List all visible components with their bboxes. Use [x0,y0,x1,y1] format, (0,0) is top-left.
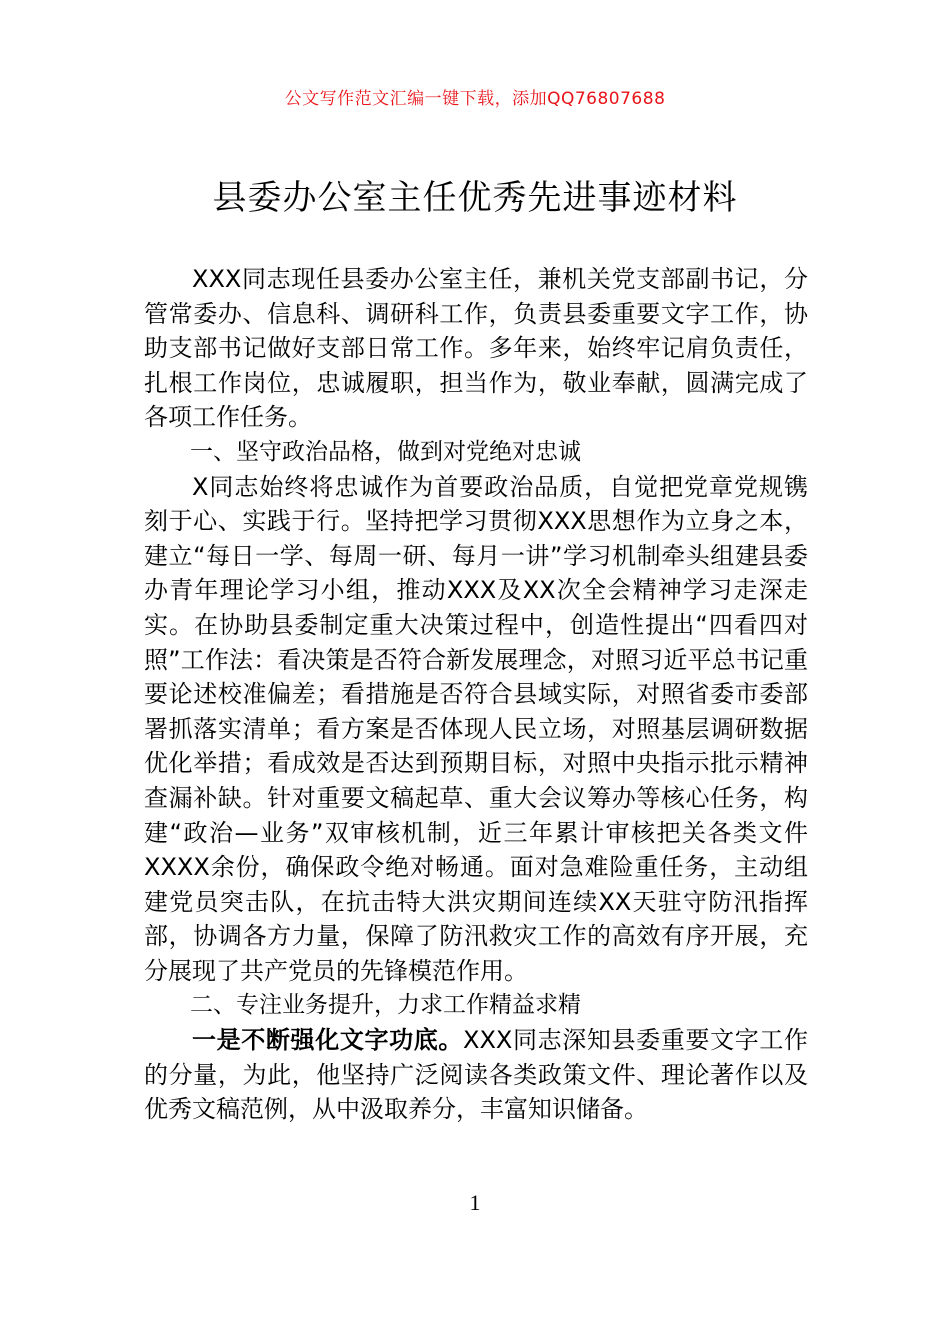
paragraph-intro: XXX同志现任县委办公室主任，兼机关党支部副书记，分管常委办、信息科、调研科工作，负责县委重要文字工作，协助支部书记做好支部日常工作。多年来，始终牢记肩负责任，扎根工作岗位，忠诚履职，担当作为，敬业奉献，圆满完成了各项工作任务。 [144,265,808,432]
header-note: 公文写作范文汇编一键下载，添加QQ76807688 [284,89,666,109]
page-number: 1 [469,1190,481,1215]
section-heading-2: 二、专注业务提升，力求工作精益求精 [190,992,581,1019]
paragraph-writing [144,1023,808,1127]
paragraph-writing-text: XXX同志深知县委重要文字工作的分量，为此，他坚持广泛阅读各类政策文件、理论著作以及优秀文稿范例，从中汲取养分，丰富知识储备。 [144,1026,809,1124]
section-heading-1: 一、坚守政治品格，做到对党绝对忠诚 [190,438,581,465]
paragraph-loyalty: X同志始终将忠诚作为首要政治品质，自觉把党章党规镌刻于心、实践于行。坚持把学习贯彻XXX思想作为立身之本，建立“每日一学、每周一研、每月一讲”学习机制牵头组建县委办青年理论学习小组，推动XXX及XX次全会精神学习走深走实。在协助县委制定重大决策过程中，创造性提出“四看四对照”工作法：看决策是否符合新发展理念，对照习近平总书记重要论述校准偏差；看措施是否符合县域实际，对照省委市委部署抓落实清单；看方案是否体现人民立场，对照基层调研数据优化举措；看成效是否达到预期目标，对照中央指示批示精神查漏补缺。针对重要文稿起草、重大会议筹办等核心任务，构建“政治—业务”双审核机制，近三年累计审核把关各类文件XXXX余份，确保政令绝对畅通。面对急难险重任务，主动组建党员突击队，在抗击特大洪灾期间连续XX天驻守防汛指挥部，协调各方力量，保障了防汛救灾工作的高效有序开展，充分展现了共产党员的先锋模范作用。 [144,472,808,985]
document-title: 县委办公室主任优秀先进事迹材料 [212,178,738,218]
paragraph-writing-lead: 一是不断强化文字功底。 [192,1026,464,1055]
document-body [144,262,808,1127]
